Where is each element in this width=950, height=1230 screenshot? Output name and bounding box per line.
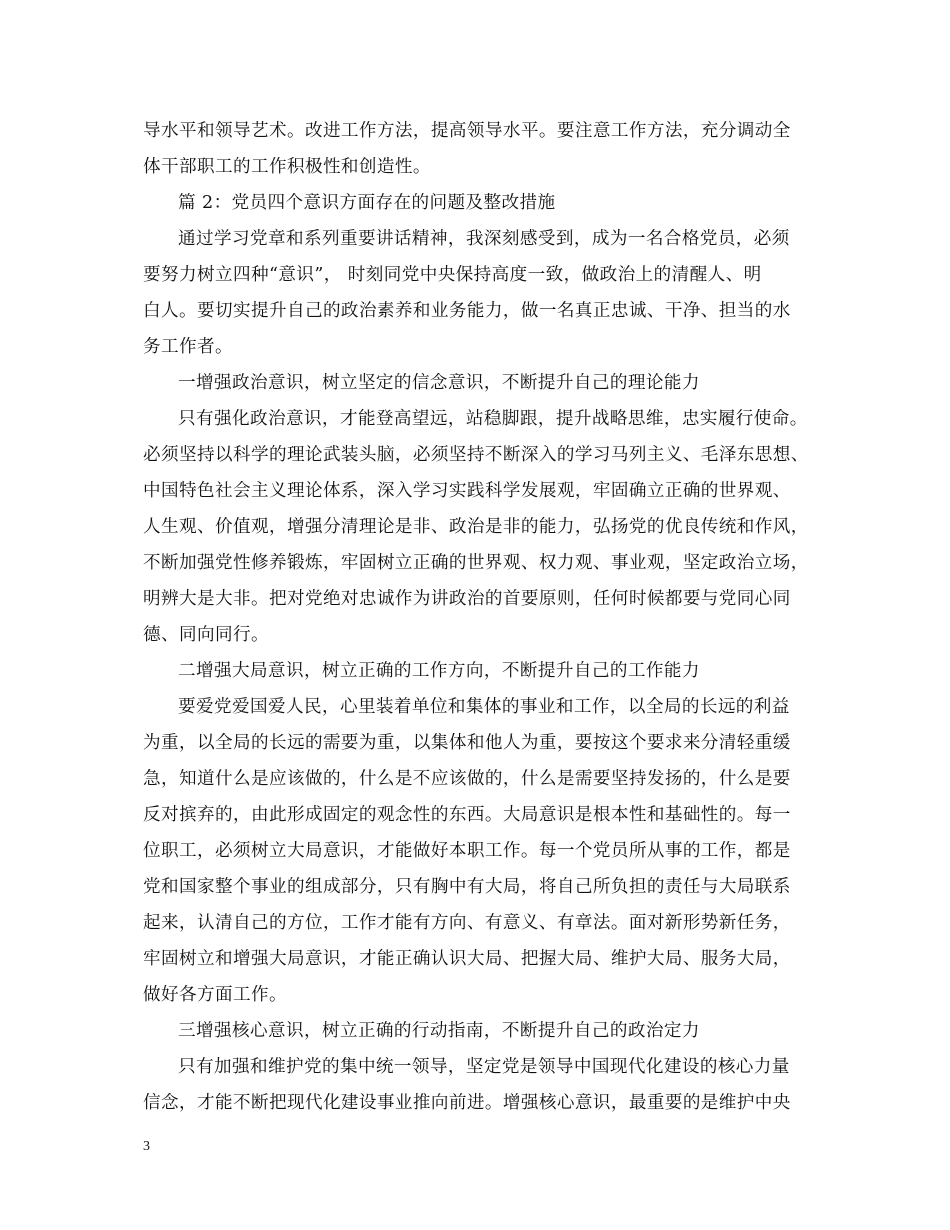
body-line: 牢固树立和增强大局意识，才能正确认识大局、把握大局、维护大局、服务大局， <box>143 949 791 969</box>
body-line: 明辨大是大非。把对党绝对忠诚作为讲政治的首要原则，任何时候都要与党同心同 <box>143 589 791 609</box>
paragraph-start: 只有加强和维护党的集中统一领导，坚定党是领导中国现代化建设的核心力量 <box>178 1057 790 1077</box>
body-line: 急，知道什么是应该做的，什么是不应该做的，什么是需要坚持发扬的，什么是要 <box>143 769 791 789</box>
body-line: 党和国家整个事业的组成部分，只有胸中有大局，将自己所负担的责任与大局联系 <box>143 877 791 897</box>
section-title: 篇 2：党员四个意识方面存在的问题及整改措施 <box>178 193 556 213</box>
page-number: 3 <box>143 1139 150 1154</box>
document-body <box>143 117 815 1125</box>
body-line: 为重，以全局的长远的需要为重，以集体和他人为重，要按这个要求来分清轻重缓 <box>143 733 791 753</box>
paragraph-start: 要爱党爱国爱人民，心里装着单位和集体的事业和工作，以全局的长远的利益 <box>178 697 790 717</box>
body-line: 务工作者。 <box>143 337 233 357</box>
body-line: 位职工，必须树立大局意识，才能做好本职工作。每一个党员所从事的工作，都是 <box>143 841 791 861</box>
body-line: 信念，才能不断把现代化建设事业推向前进。增强核心意识，最重要的是维护中央 <box>143 1093 791 1113</box>
paragraph-start: 通过学习党章和系列重要讲话精神，我深刻感受到，成为一名合格党员，必须 <box>178 229 790 249</box>
paragraph-start: 只有强化政治意识，才能登高望远，站稳脚跟，提升战略思维，忠实履行使命。 <box>178 409 808 429</box>
body-line: 反对摈弃的，由此形成固定的观念性的东西。大局意识是根本性和基础性的。每一 <box>143 805 791 825</box>
subheading: 三增强核心意识，树立正确的行动指南，不断提升自己的政治定力 <box>178 1021 700 1041</box>
body-line: 必须坚持以科学的理论武装头脑，必须坚持不断深入的学习马列主义、毛泽东思想、 <box>143 445 809 465</box>
body-line: 不断加强党性修养锻炼，牢固树立正确的世界观、权力观、事业观，坚定政治立场， <box>143 553 809 573</box>
body-line: 起来，认清自己的方位，工作才能有方向、有意义、有章法。面对新形势新任务， <box>143 913 791 933</box>
body-line: 德、同向同行。 <box>143 625 269 645</box>
body-line: 做好各方面工作。 <box>143 985 287 1005</box>
body-line: 中国特色社会主义理论体系，深入学习实践科学发展观，牢固确立正确的世界观、 <box>143 481 791 501</box>
body-line: 导水平和领导艺术。改进工作方法，提高领导水平。要注意工作方法，充分调动全 <box>143 121 791 141</box>
body-line: 白人。要切实提升自己的政治素养和业务能力，做一名真正忠诚、干净、担当的水 <box>143 301 791 321</box>
body-line: 要努力树立四种“意识”， 时刻同党中央保持高度一致，做政治上的清醒人、明 <box>143 265 762 285</box>
body-line: 体干部职工的工作积极性和创造性。 <box>143 157 431 177</box>
subheading: 二增强大局意识，树立正确的工作方向，不断提升自己的工作能力 <box>178 661 700 681</box>
subheading: 一增强政治意识，树立坚定的信念意识，不断提升自己的理论能力 <box>178 373 700 393</box>
body-line: 人生观、价值观，增强分清理论是非、政治是非的能力，弘扬党的优良传统和作风， <box>143 517 809 537</box>
